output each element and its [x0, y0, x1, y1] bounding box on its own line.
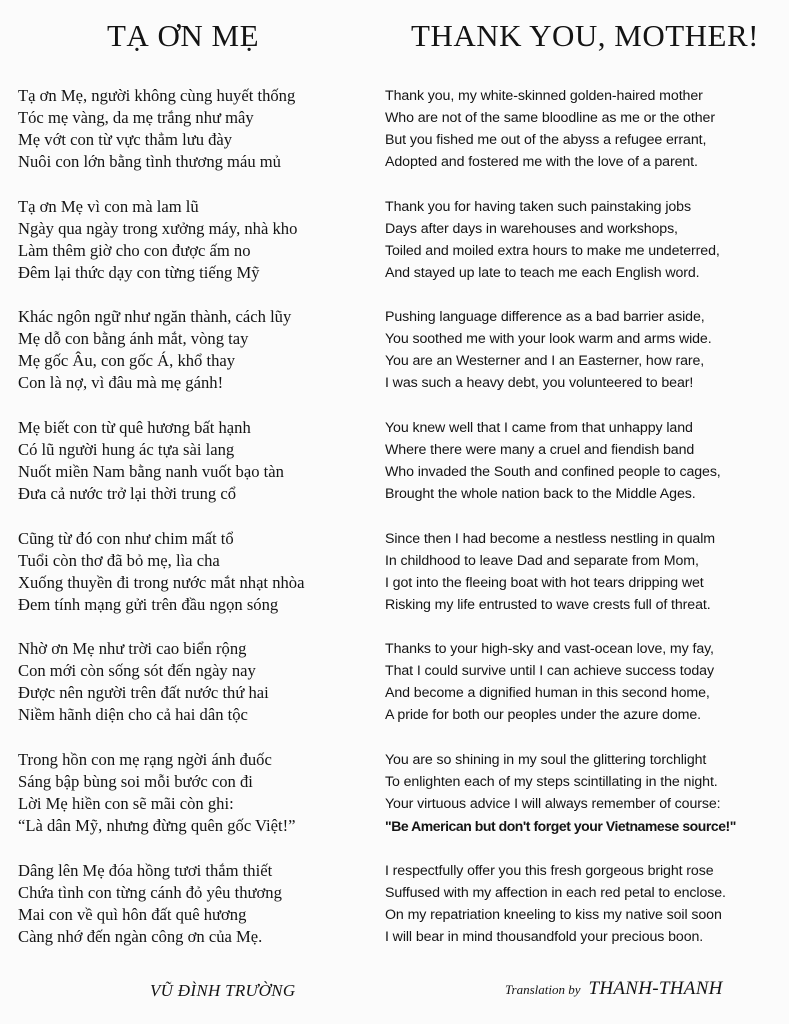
- poem-author: VŨ ĐÌNH TRƯỜNG: [150, 981, 296, 1000]
- english-poem-line: Your virtuous advice I will always remember of course:: [385, 796, 721, 812]
- translation-credit: [505, 978, 723, 1000]
- english-poem-line: In childhood to leave Dad and separate from Mom,: [385, 553, 699, 569]
- vietnamese-poem-line: Có lũ người hung ác tựa sài lang: [18, 440, 235, 459]
- english-poem-line: "Be American but don't forget your Vietnamese source!": [385, 818, 736, 834]
- vietnamese-stanza-6: [18, 638, 378, 726]
- vietnamese-stanza-5: [18, 528, 378, 616]
- vietnamese-stanza-8: [18, 860, 378, 948]
- english-poem-line: Risking my life entrusted to wave crests full of threat.: [385, 597, 711, 613]
- vietnamese-poem-line: Cũng từ đó con như chim mất tổ: [18, 529, 234, 548]
- english-poem-line: To enlighten each of my steps scintillating in the night.: [385, 774, 718, 790]
- english-poem-line: And stayed up late to teach me each English word.: [385, 265, 700, 281]
- vietnamese-stanza-4: [18, 417, 378, 505]
- vietnamese-poem-title: TẠ ƠN MẸ: [106, 18, 260, 53]
- vietnamese-poem-line: Xuống thuyền đi trong nước mắt nhạt nhòa: [18, 573, 305, 592]
- english-poem-line: I got into the fleeing boat with hot tears dripping wet: [385, 575, 704, 591]
- english-stanza-6: [385, 638, 785, 726]
- vietnamese-poem-line: “Là dân Mỹ, nhưng đừng quên gốc Việt!”: [18, 816, 296, 835]
- english-stanza-1: [385, 85, 785, 173]
- vietnamese-poem-line: Làm thêm giờ cho con được ấm no: [18, 241, 251, 260]
- vietnamese-poem-line: Mẹ vớt con từ vực thẳm lưu đày: [18, 130, 233, 149]
- english-poem-line: But you fished me out of the abyss a refugee errant,: [385, 132, 707, 148]
- vietnamese-poem-line: Khác ngôn ngữ như ngăn thành, cách lũy: [18, 307, 292, 326]
- english-poem-line: You are so shining in my soul the glittering torchlight: [385, 752, 707, 768]
- english-poem-line: I was such a heavy debt, you volunteered to bear!: [385, 375, 694, 391]
- english-poem-line: Adopted and fostered me with the love of a parent.: [385, 154, 698, 170]
- english-stanza-3: [385, 306, 785, 394]
- vietnamese-poem-line: Đem tính mạng gửi trên đầu ngọn sóng: [18, 595, 279, 614]
- vietnamese-poem-line: Đêm lại thức dạy con từng tiếng Mỹ: [18, 263, 260, 282]
- english-poem-line: And become a dignified human in this second home,: [385, 685, 710, 701]
- english-poem-line: Since then I had become a nestless nestling in qualm: [385, 531, 715, 547]
- english-stanza-5: [385, 528, 785, 616]
- vietnamese-poem-line: Mẹ biết con từ quê hương bất hạnh: [18, 418, 251, 437]
- english-poem-title: THANK YOU, MOTHER!: [411, 18, 759, 53]
- vietnamese-poem-line: Tạ ơn Mẹ vì con mà lam lũ: [18, 197, 199, 216]
- english-poem-line: A pride for both our peoples under the azure dome.: [385, 707, 702, 723]
- vietnamese-stanza-7: [18, 749, 378, 837]
- english-poem-line: Toiled and moiled extra hours to make me undeterred,: [385, 243, 720, 259]
- english-stanza-7: [385, 749, 785, 837]
- vietnamese-poem-line: Con là nợ, vì đâu mà mẹ gánh!: [18, 373, 224, 392]
- vietnamese-poem-line: Được nên người trên đất nước thứ hai: [18, 683, 269, 702]
- vietnamese-poem-line: Nuốt miền Nam bằng nanh vuốt bạo tàn: [18, 462, 284, 481]
- english-stanza-8: [385, 860, 785, 948]
- english-poem-line: You are an Westerner and I an Easterner, how rare,: [385, 353, 705, 369]
- vietnamese-poem-line: Mai con về quì hôn đất quê hương: [18, 905, 247, 924]
- english-poem-line: I will bear in mind thousandfold your precious boon.: [385, 929, 704, 945]
- translator-name: THANH-THANH: [588, 978, 723, 999]
- english-poem-line: Thank you for having taken such painstaking jobs: [385, 199, 691, 215]
- english-poem-line: On my repatriation kneeling to kiss my native soil soon: [385, 907, 722, 923]
- vietnamese-stanza-3: [18, 306, 378, 394]
- vietnamese-poem-line: Chứa tình con từng cánh đỏ yêu thương: [18, 883, 282, 902]
- english-stanza-4: [385, 417, 785, 505]
- vietnamese-poem-line: Mẹ gốc Âu, con gốc Á, khổ thay: [18, 351, 236, 370]
- vietnamese-poem-line: Tuổi còn thơ đã bỏ mẹ, lìa cha: [18, 551, 220, 570]
- english-poem-line: Where there were many a cruel and fiendish band: [385, 442, 695, 458]
- english-poem-column: [385, 0, 785, 945]
- vietnamese-poem-line: Mẹ dỗ con bằng ánh mắt, vòng tay: [18, 329, 249, 348]
- vietnamese-poem-line: Lời Mẹ hiền con sẽ mãi còn ghi:: [18, 794, 234, 813]
- vietnamese-poem-line: Đưa cả nước trở lại thời trung cổ: [18, 484, 237, 503]
- vietnamese-stanza-1: [18, 85, 378, 173]
- english-poem-line: Days after days in warehouses and workshops,: [385, 221, 678, 237]
- english-stanza-2: [385, 196, 785, 284]
- vietnamese-poem-line: Càng nhớ đến ngàn công ơn của Mẹ.: [18, 927, 263, 946]
- vietnamese-poem-line: Con mới còn sống sót đến ngày nay: [18, 661, 256, 680]
- vietnamese-stanza-2: [18, 196, 378, 284]
- english-poem-line: Pushing language difference as a bad barrier aside,: [385, 309, 705, 325]
- vietnamese-poem-column: [18, 0, 378, 946]
- vietnamese-poem-line: Nhờ ơn Mẹ như trời cao biển rộng: [18, 639, 247, 658]
- vietnamese-poem-line: Tạ ơn Mẹ, người không cùng huyết thống: [18, 86, 296, 105]
- vietnamese-poem-line: Sáng bập bùng soi mỗi bước con đi: [18, 772, 253, 791]
- vietnamese-poem-line: Tóc mẹ vàng, da mẹ trắng như mây: [18, 108, 254, 127]
- translation-label: Translation by: [505, 982, 581, 997]
- english-poem-line: Thank you, my white-skinned golden-haired mother: [385, 88, 703, 104]
- english-poem-line: Thanks to your high-sky and vast-ocean love, my fay,: [385, 641, 714, 657]
- english-poem-line: Who invaded the South and confined people to cages,: [385, 464, 721, 480]
- vietnamese-poem-line: Trong hồn con mẹ rạng ngời ánh đuốc: [18, 750, 272, 769]
- english-poem-line: You knew well that I came from that unhappy land: [385, 420, 693, 436]
- vietnamese-poem-line: Dâng lên Mẹ đóa hồng tươi thắm thiết: [18, 861, 273, 880]
- english-poem-line: Brought the whole nation back to the Middle Ages.: [385, 486, 696, 502]
- english-poem-line: Who are not of the same bloodline as me or the other: [385, 110, 715, 126]
- vietnamese-poem-line: Ngày qua ngày trong xưởng máy, nhà kho: [18, 219, 298, 238]
- english-poem-line: That I could survive until I can achieve success today: [385, 663, 714, 679]
- english-poem-line: I respectfully offer you this fresh gorgeous bright rose: [385, 863, 714, 879]
- vietnamese-poem-line: Nuôi con lớn bằng tình thương máu mủ: [18, 152, 281, 171]
- english-poem-line: You soothed me with your look warm and arms wide.: [385, 331, 712, 347]
- vietnamese-poem-line: Niềm hãnh diện cho cả hai dân tộc: [18, 705, 248, 724]
- english-poem-line: Suffused with my affection in each red petal to enclose.: [385, 885, 726, 901]
